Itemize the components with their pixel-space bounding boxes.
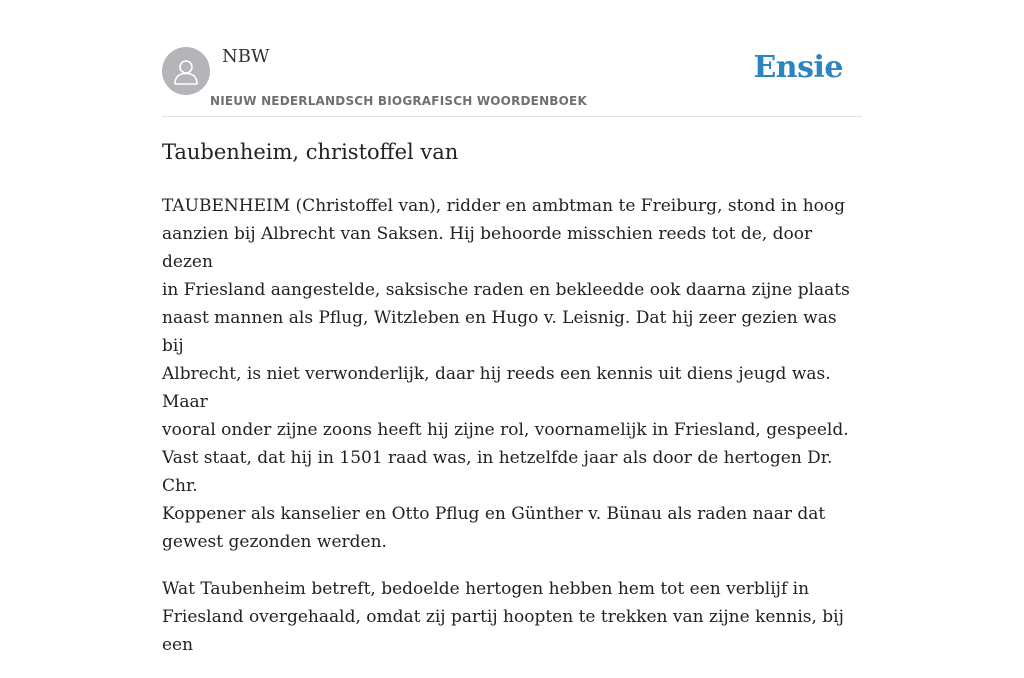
text-line: Albrecht, is niet verwonderlijk, daar hij reeds een kennis uit diens jeugd was. Maar: [162, 364, 831, 412]
text-line: Vast staat, dat hij in 1501 raad was, in hetzelfde jaar als door de hertogen Dr. Chr.: [162, 448, 833, 496]
article-paragraph: [162, 192, 862, 556]
user-outline-icon: [173, 57, 199, 85]
article-paragraph: [162, 575, 862, 659]
text-line: in Friesland aangestelde, saksische raden en bekleedde ook daarna zijne plaats: [162, 280, 850, 300]
page-title: Taubenheim, christoffel van: [162, 140, 459, 164]
avatar[interactable]: [162, 47, 210, 95]
source-subtitle: NIEUW NEDERLANDSCH BIOGRAFISCH WOORDENBOEK: [210, 94, 587, 108]
article-body: [162, 192, 862, 678]
source-name[interactable]: NBW: [222, 46, 270, 67]
text-line: aanzien bij Albrecht van Saksen. Hij behoorde misschien reeds tot de, door dezen: [162, 224, 813, 272]
text-line: naast mannen als Pflug, Witzleben en Hugo v. Leisnig. Dat hij zeer gezien was bij: [162, 308, 837, 356]
text-line: TAUBENHEIM (Christoffel van), ridder en ambtman te Freiburg, stond in hoog: [162, 196, 845, 216]
source-header: [162, 0, 862, 117]
text-line: vooral onder zijne zoons heeft hij zijne rol, voornamelijk in Friesland, gespeeld.: [162, 420, 849, 440]
text-line: Friesland overgehaald, omdat zij partij hoopten te trekken van zijne kennis, bij een: [162, 607, 844, 655]
text-line: gewest gezonden werden.: [162, 532, 387, 552]
text-line: Wat Taubenheim betreft, bedoelde hertogen hebben hem tot een verblijf in: [162, 579, 810, 599]
text-line: Koppener als kanselier en Otto Pflug en Günther v. Bünau als raden naar dat: [162, 504, 826, 524]
ensie-logo[interactable]: Ensie: [753, 50, 843, 85]
